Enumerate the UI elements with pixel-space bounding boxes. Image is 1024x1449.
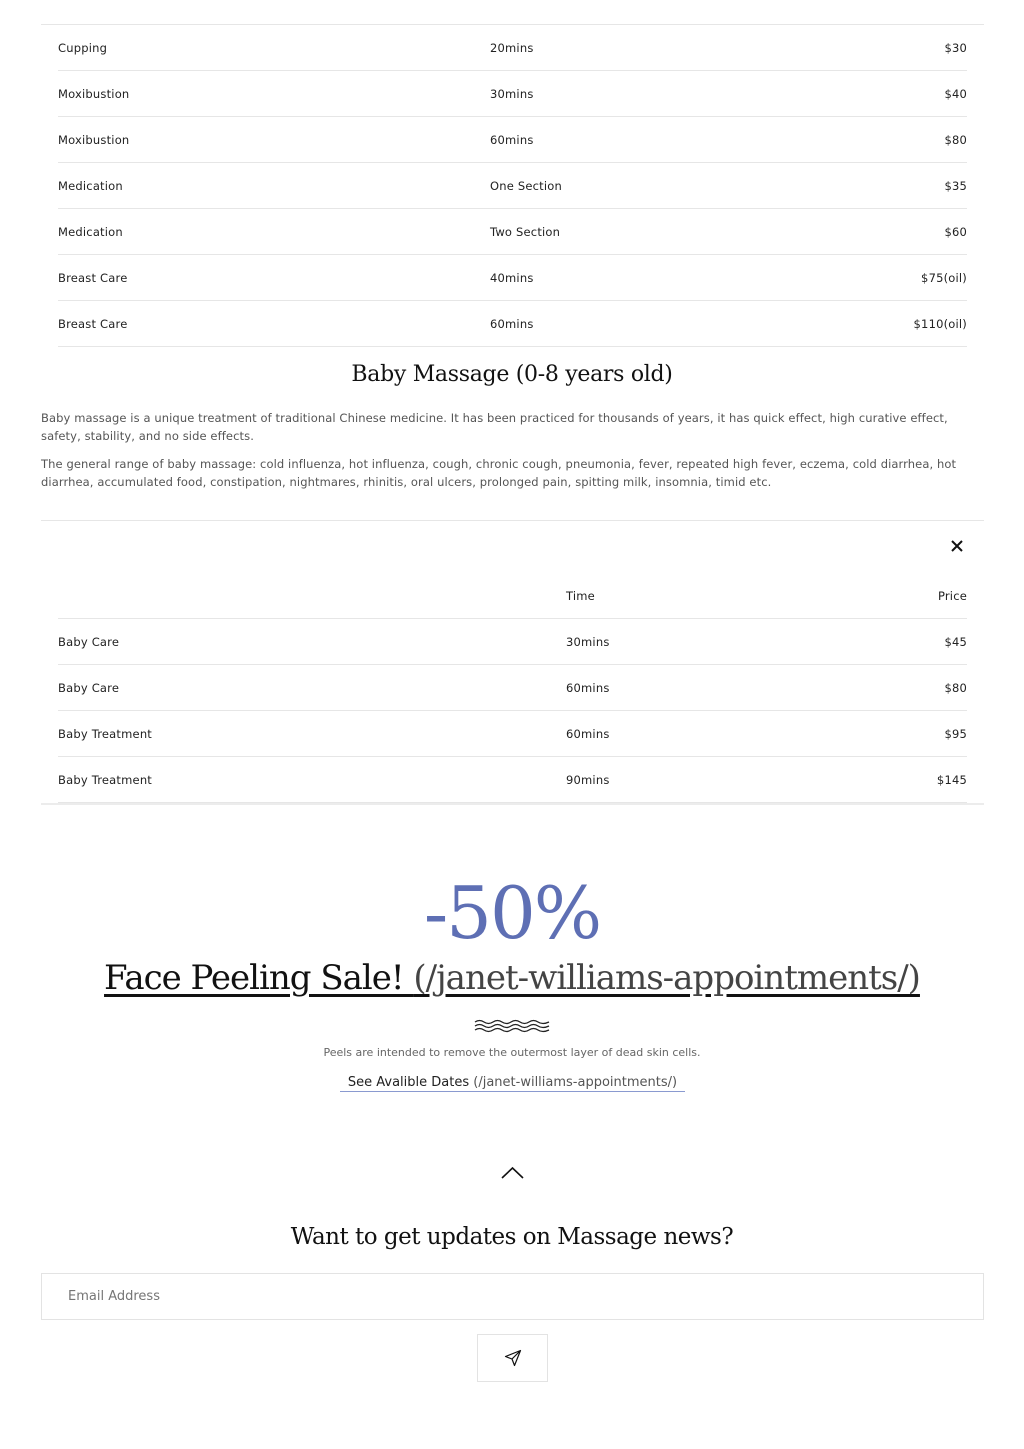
service-price: $60 <box>944 224 967 239</box>
service-price: $95 <box>944 726 967 741</box>
service-name: Moxibustion <box>58 132 130 147</box>
table-row <box>58 301 967 347</box>
service-name: Moxibustion <box>58 86 130 101</box>
baby-table-body <box>58 573 967 803</box>
service-name: Baby Care <box>58 680 120 695</box>
baby-massage-price-table <box>41 520 984 805</box>
service-name: Baby Treatment <box>58 726 153 741</box>
service-name: Cupping <box>58 40 108 55</box>
send-button[interactable] <box>477 1334 548 1382</box>
chevron-up-icon[interactable] <box>501 1166 524 1180</box>
service-time: 30mins <box>566 634 610 649</box>
table-row <box>58 209 967 255</box>
service-time: 60mins <box>490 132 534 147</box>
sale-title-link[interactable] <box>104 958 920 998</box>
wave-divider-icon <box>474 1019 550 1033</box>
service-time: 40mins <box>490 270 534 285</box>
service-price: $75(oil) <box>921 270 967 285</box>
table-header-row <box>58 573 967 619</box>
close-icon[interactable] <box>950 538 964 552</box>
table-toolbar <box>41 521 984 573</box>
service-price: $40 <box>944 86 967 101</box>
service-time: 60mins <box>566 680 610 695</box>
table-row <box>58 757 967 803</box>
table-row <box>58 255 967 301</box>
service-time: One Section <box>490 178 562 193</box>
treatments-table-body <box>58 25 967 347</box>
service-price: $145 <box>936 772 967 787</box>
table-row <box>58 71 967 117</box>
service-price: $80 <box>944 132 967 147</box>
service-time: Two Section <box>490 224 561 239</box>
discount-label: -50% <box>423 871 601 955</box>
header-price: Price <box>937 588 967 603</box>
baby-massage-range: The general range of baby massage: cold influenza, hot influenza, cough, chronic cough, pneumonia, fever, repeated high fever, eczema, cold diarrhea, hot diarrhea, accumulated food, constipation, nightmares, rhinitis, oral ulcers, prolonged pain, spitting milk, insomnia, timid etc. <box>41 457 957 489</box>
see-dates-url: (/janet-williams-appointments/) <box>473 1075 678 1090</box>
see-dates-link[interactable] <box>340 1075 685 1092</box>
sale-title-text: Face Peeling Sale! <box>104 958 414 998</box>
service-name: Medication <box>58 178 123 193</box>
see-dates-label: See Avalible Dates <box>347 1075 474 1090</box>
service-price: $110(oil) <box>913 316 967 331</box>
table-row <box>58 619 967 665</box>
service-price: $45 <box>944 634 967 649</box>
sale-title <box>0 952 1024 1004</box>
service-name: Baby Care <box>58 634 120 649</box>
service-name: Breast Care <box>58 316 128 331</box>
service-name: Breast Care <box>58 270 128 285</box>
service-time: 60mins <box>566 726 610 741</box>
newsletter-title: Want to get updates on Massage news? <box>290 1224 734 1250</box>
sale-title-url: (/janet-williams-appointments/) <box>413 958 920 998</box>
table-row <box>58 163 967 209</box>
table-row <box>58 25 967 71</box>
service-price: $80 <box>944 680 967 695</box>
service-time: 90mins <box>566 772 610 787</box>
service-time: 60mins <box>490 316 534 331</box>
email-field[interactable] <box>41 1273 984 1320</box>
baby-massage-title: Baby Massage (0-8 years old) <box>351 362 673 387</box>
table-row <box>58 711 967 757</box>
service-price: $35 <box>944 178 967 193</box>
header-time: Time <box>566 588 595 603</box>
service-name: Medication <box>58 224 123 239</box>
service-price: $30 <box>944 40 967 55</box>
treatments-price-table <box>41 24 984 347</box>
service-name: Baby Treatment <box>58 772 153 787</box>
send-icon <box>504 1349 522 1367</box>
service-time: 30mins <box>490 86 534 101</box>
table-row <box>58 117 967 163</box>
table-row <box>58 665 967 711</box>
service-time: 20mins <box>490 40 534 55</box>
baby-massage-intro: Baby massage is a unique treatment of traditional Chinese medicine. It has been practiced for thousands of years, it has quick effect, high curative effect, safety, stability, and no side effects. <box>41 411 948 443</box>
sale-description: Peels are intended to remove the outermost layer of dead skin cells. <box>323 1046 701 1059</box>
